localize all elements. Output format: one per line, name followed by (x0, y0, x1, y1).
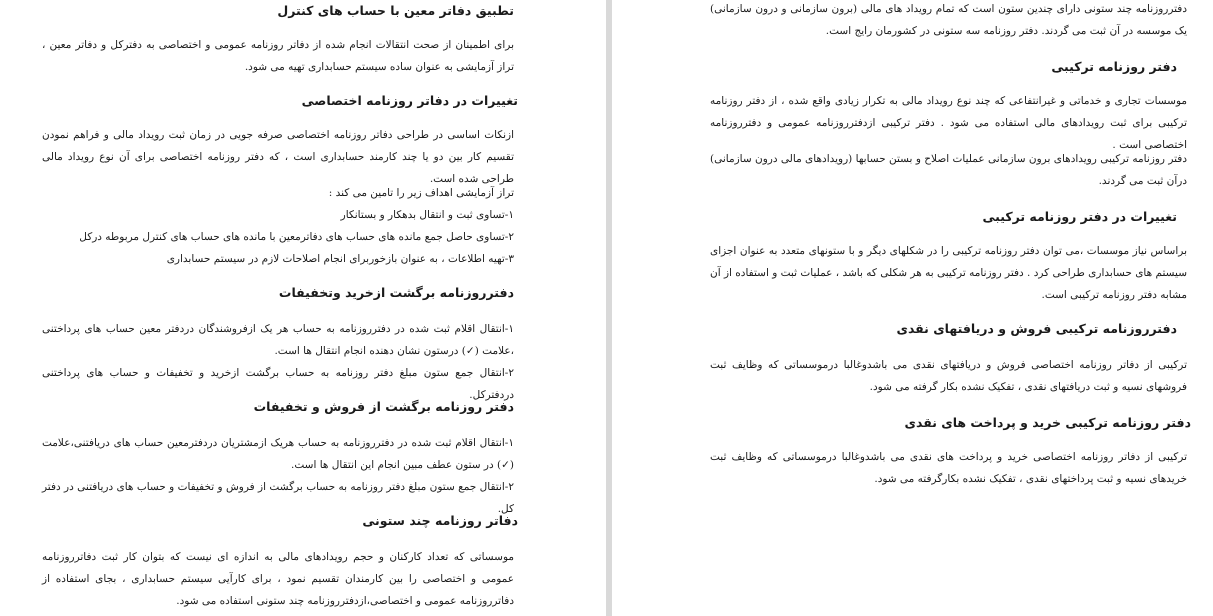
paragraph-combined-journal-2: دفتر روزنامه ترکیبی رویدادهای برون سازمانی عملیات اصلاح و بستن حسابها (رویدادهای مالی درون سازمانی) درآن ثبت می گردند. (710, 153, 1187, 187)
paragraph-special-journal: ازنکات اساسی در طراحی دفاتر روزنامه اختصاصی صرفه جویی در زمان ثبت رویداد مالی و فراهم نمودن تقسیم کار بین دو یا چند کارمند حسابداری است ، که دفتر روزنامه اختصاصی برای آن نوع رویداد مالی طراحی شده است. (42, 129, 514, 185)
paragraph-multi-column-cont: دفترروزنامه چند ستونی دارای چندین ستون است که تمام رویداد های مالی (برون سازمانی و درون سازمانی) یک موسسه در آن ثبت می گردند. دفتر روزنامه سه ستونی در کشورمان رایج است. (710, 3, 1187, 37)
heading-multi-column-journal: دفاتر روزنامه چند ستونی (362, 513, 518, 528)
list-item: ۲-انتقال جمع ستون مبلغ دفتر روزنامه به حساب برگشت از فروش و تخفیفات و حساب های دریافتنی در دفتر کل. (42, 481, 514, 515)
heading-combined-journal: دفتر روزنامه ترکیبی (1051, 59, 1177, 74)
heading-combined-journal-changes: تغییرات در دفتر روزنامه ترکیبی (982, 209, 1177, 224)
document-page-left (0, 0, 606, 616)
heading-combined-purchases-payments: دفتر روزنامه ترکیبی خرید و پرداخت های نقدی (904, 415, 1191, 430)
heading-control-reconciliation: تطبیق دفاتر معین با حساب های کنترل (277, 3, 514, 18)
paragraph-combined-sales: ترکیبی از دفاتر روزنامه اختصاصی فروش و دریافتهای نقدی می باشدوغالبا درموسساتی که وظایف ثبت فروشهای نسیه و ثبت دریافتهای نقدی ، تفکیک نشده بکار گرفته می شود. (710, 359, 1187, 393)
list-item: ۳-تهیه اطلاعات ، به عنوان بازخوربرای انجام اصلاحات لازم در سیستم حسابداری (166, 253, 514, 265)
list-item: ۱-انتقال اقلام ثبت شده در دفترروزنامه به حساب هر یک ازفروشندگان دردفتر معین حساب های پرداختنی ،علامت (✓) درستون نشان دهنده انجام انتقال ها است. (42, 323, 514, 357)
list-item: ۱-انتقال اقلام ثبت شده در دفترروزنامه به حساب هریک ازمشتریان دردفترمعین حساب های دریافتنی،علامت (✓) در ستون عطف مبین انجام این انتقال ها است. (42, 437, 514, 471)
list-item: ۲-تساوی حاصل جمع مانده های حساب های دفاترمعین با مانده های حساب های کنترل مربوطه درکل (79, 231, 514, 243)
paragraph-combined-purchases: ترکیبی از دفاتر روزنامه اختصاصی خرید و پرداخت های نقدی می باشدوغالبا درموسساتی که وظایف ثبت خریدهای نسیه و ثبت پرداختهای نقدی ، تفکیک نشده بکارگرفته می شود. (710, 451, 1187, 485)
paragraph-reconciliation: برای اطمینان از صحت انتقالات انجام شده از دفاتر روزنامه عمومی و اختصاصی به دفترکل و دفاتر معین ، تراز آزمایشی به عنوان ساده سیستم حسابداری تهیه می شود. (42, 39, 514, 73)
heading-purchase-returns: دفترروزنامه برگشت ازخرید وتخفیفات (278, 285, 514, 300)
heading-sales-returns: دفتر روزنامه برگشت از فروش و تخفیفات (253, 399, 514, 414)
paragraph-trial-balance-intro: تراز آزمایشی اهداف زیر را تامین می کند : (328, 187, 514, 199)
list-item: ۲-انتقال جمع ستون مبلغ دفتر روزنامه به حساب برگشت ازخرید و تخفیفات و حساب های پرداختنی دردفترکل. (42, 367, 514, 401)
paragraph-multi-column: موسساتی که تعداد کارکنان و حجم رویدادهای مالی به اندازه ای نیست که بتوان کار ثبت دفاترروزنامه عمومی و اختصاصی را بین کارمندان تقسیم نمود ، برای کارآیی سیستم حسابداری ، بجای استفاده از دفاترروزنامه عمومی و اختصاصی،ازدفترروزنامه چند ستونی استفاده می شود. (42, 551, 514, 607)
paragraph-combined-journal: موسسات تجاری و خدماتی و غیرانتفاعی که چند نوع رویداد مالی به تکرار زیادی واقع شده ، از دفتر روزنامه ترکیبی برای ثبت رویدادهای مالی استفاده می شود . دفتر ترکیبی ازدفترروزنامه عمومی و دفترروزنامه اختصاصی است . (710, 95, 1187, 151)
document-page-right (612, 0, 1213, 616)
heading-combined-sales-receipts: دفترروزنامه ترکیبی فروش و دریافتهای نقدی (896, 321, 1177, 336)
heading-special-journal-changes: تغییرات در دفاتر روزنامه اختصاصی (301, 93, 518, 108)
paragraph-combined-changes: براساس نیاز موسسات ،می توان دفتر روزنامه ترکیبی را در شکلهای دیگر و با ستونهای متعدد به عنوان اجزای سیستم های حسابداری طراحی کرد . دفتر روزنامه ترکیبی به هر شکلی که باشد ، عملیات ثبت و استفاده از آن مشابه دفتر روزنامه ترکیبی است. (710, 245, 1187, 301)
list-item: ۱-تساوی ثبت و انتقال بدهکار و بستانکار (340, 209, 514, 221)
